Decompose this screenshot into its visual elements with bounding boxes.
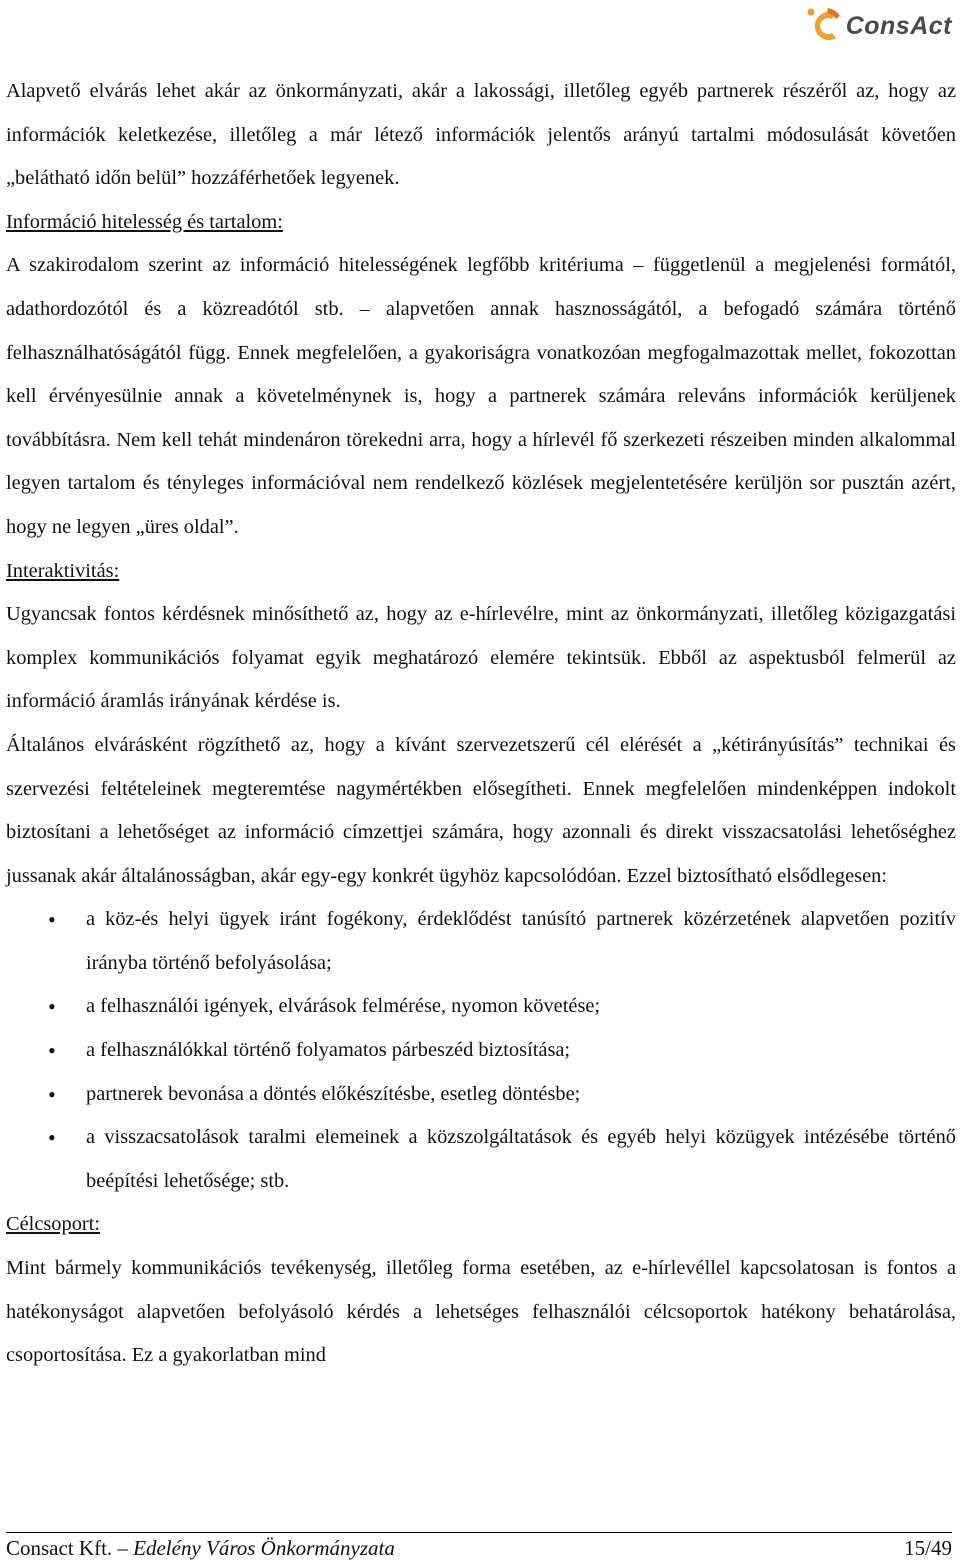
list-item: • a köz-és helyi ügyek iránt fogékony, érdeklődést tanúsító partnerek közérzetének alapvetően pozitív irányba történő befolyásolása; [6, 898, 956, 985]
logo-text: ConsAct [845, 11, 952, 40]
page-number: 15/49 [904, 1536, 952, 1560]
footer-client: Edelény Város Önkormányzata [133, 1536, 395, 1560]
footer-separator: – [117, 1536, 128, 1560]
list-item: • a visszacsatolások taralmi elemeinek a közszolgáltatások és egyéb helyi közügyek intézésébe történő beépítési lehetősége; stb. [6, 1116, 956, 1203]
paragraph-2: A szakirodalom szerint az információ hitelességének legfőbb kritériuma – függetlenül a megjelenési formától, adathordozótól és a közreadótól stb. – alapvetően annak hasznosságától, a befogadó számára történő felhasználhatóságától függ. Ennek megfelelően, a gyakoriságra vonatkozóan megfogalmazottak mellet, fokozottan kell érvényesülnie annak a követelménynek is, hogy a partnerek számára releváns információk kerüljenek továbbításra. Nem kell tehát mindenáron törekedni arra, hogy a hírlevél fő szerkezeti részeiben minden alkalommal legyen tartalom és tényleges információval nem rendelkező közlések megjelentetésére kerüljön sor pusztán azért, hogy ne legyen „üres oldal”. [6, 254, 956, 538]
heading-target-group: Célcsoport: [6, 1213, 101, 1236]
bullet-list [6, 898, 956, 1203]
heading-interactivity: Interaktivitás: [6, 559, 120, 582]
footer-left [6, 1533, 395, 1563]
document-body [6, 70, 956, 1378]
footer-company: Consact Kft. [6, 1536, 113, 1560]
paragraph-1: Alapvető elvárás lehet akár az önkormányzati, akár a lakossági, illetőleg egyéb partnerek részéről az, hogy az információk keletkezése, illetőleg a már létező információk jelentős arányú tartalmi módosulását követően „belátható időn belül” hozzáférhetőek legyenek. [6, 80, 956, 190]
consact-logo [806, 4, 952, 48]
list-item: • a felhasználókkal történő folyamatos párbeszéd biztosítása; [6, 1029, 956, 1073]
paragraph-5: Mint bármely kommunikációs tevékenység, illetőleg forma esetében, az e-hírlevéllel kapcsolatosan is fontos a hatékonyságot alapvetően befolyásoló kérdés a lehetséges felhasználói célcsoportok hatékony behatárolása, csoportosítása. Ez a gyakorlatban mind [6, 1257, 956, 1367]
heading-information-authenticity: Információ hitelesség és tartalom: [6, 210, 283, 233]
paragraph-4: Általános elvárásként rögzíthető az, hogy a kívánt szervezetszerű cél elérését a „kétirányúsítás” technikai és szervezési feltételeinek megteremtése nagymértékben elősegítheti. Ennek megfelelően mindenképpen indokolt biztosítani a lehetőséget az információ címzettjei számára, hogy azonnali és direkt visszacsatolási lehetőséghez jussanak akár általánosságban, akár egy-egy konkrét ügyhöz kapcsolódóan. Ezzel biztosítható elsődlegesen: [6, 733, 956, 887]
consact-logo-icon [806, 6, 842, 46]
list-item: • a felhasználói igények, elvárások felmérése, nyomon követése; [6, 985, 956, 1029]
page-footer [6, 1532, 952, 1563]
list-item: • partnerek bevonása a döntés előkészítésbe, esetleg döntésbe; [6, 1073, 956, 1117]
paragraph-3: Ugyancsak fontos kérdésnek minősíthető az, hogy az e-hírlevélre, mint az önkormányzati, illetőleg közigazgatási komplex kommunikációs folyamat egyik meghatározó elemére tekintsük. Ebből az aspektusból felmerül az információ áramlás irányának kérdése is. [6, 603, 956, 713]
